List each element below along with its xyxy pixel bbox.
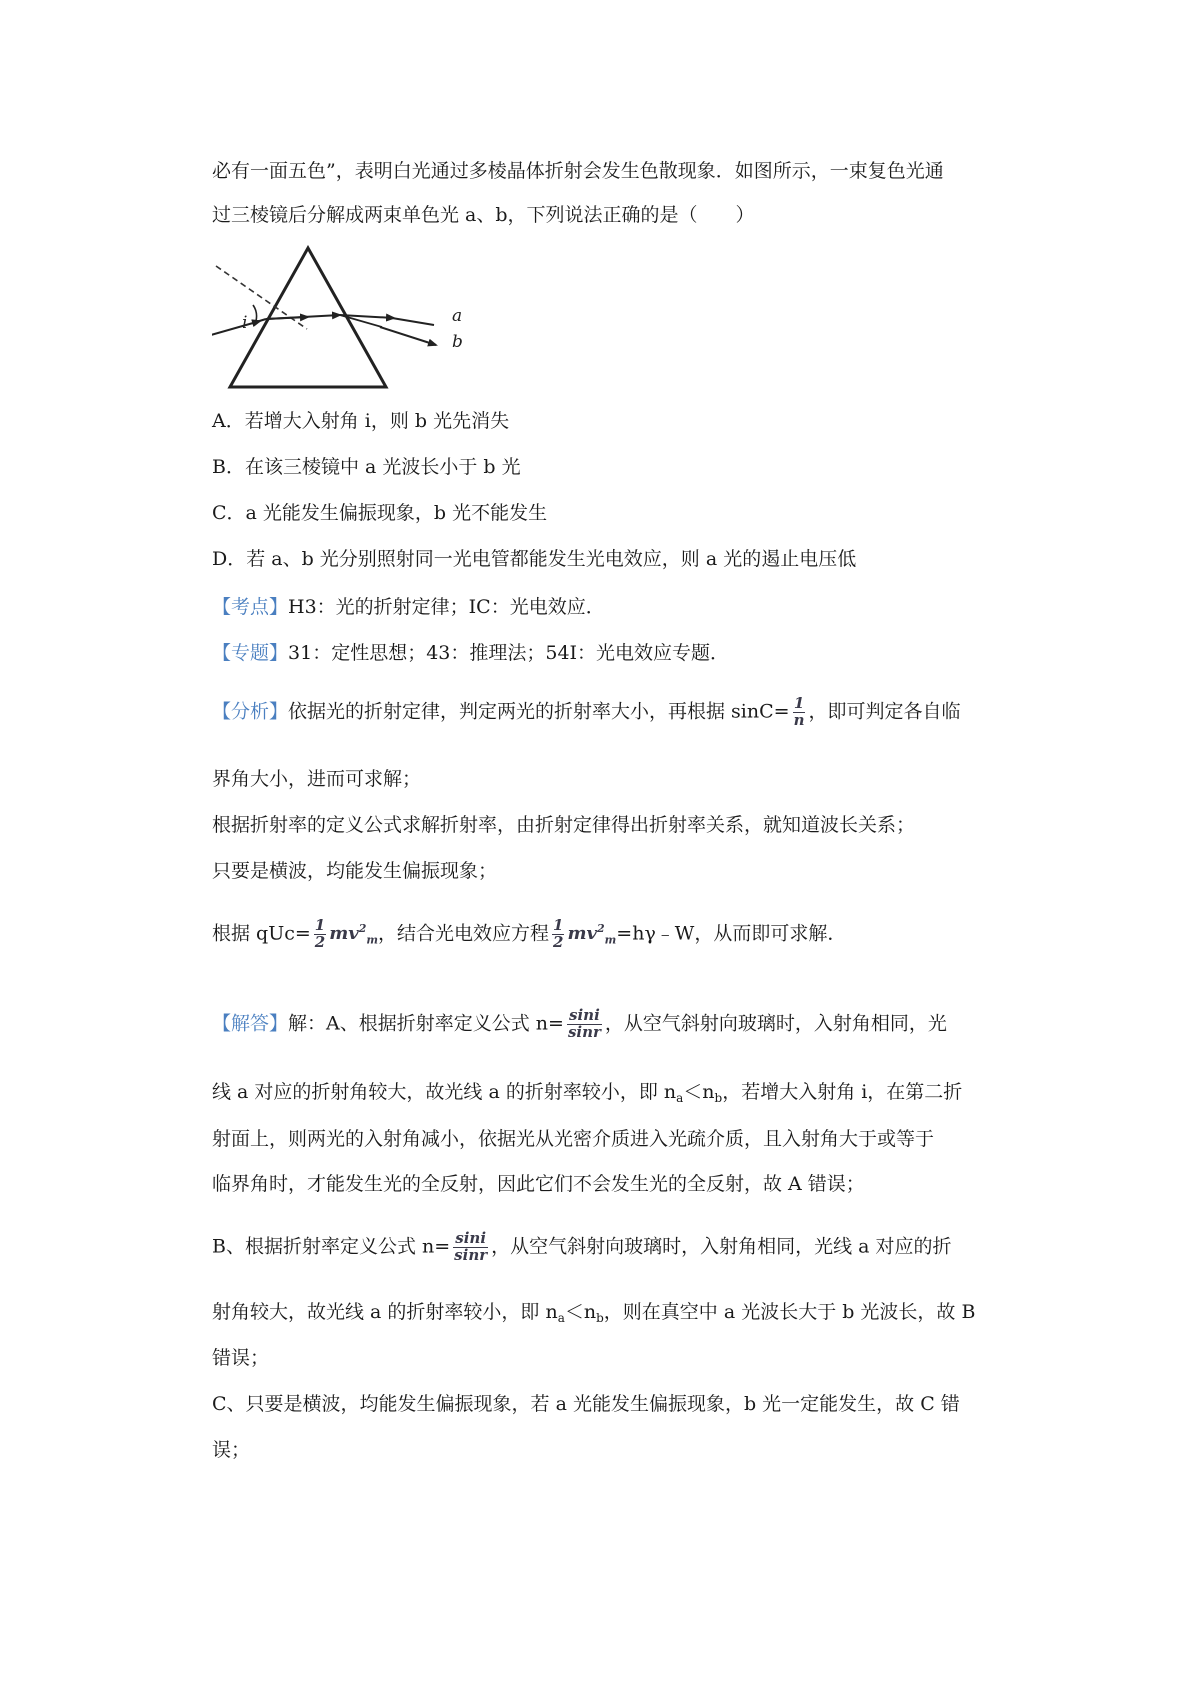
fraction-sini-sinr-1 <box>567 1008 602 1041</box>
jieda-a1-pre: 解：A、根据折射率定义公式 n= <box>288 1012 564 1035</box>
jieda-b1-post: ，从空气斜射向玻璃时，入射角相同，光线 a 对应的折 <box>491 1235 952 1258</box>
jieda-line-9: 误； <box>212 1439 251 1461</box>
option-d: D．若 a、b 光分别照射同一光电管都能发生光电效应，则 a 光的遏止电压低 <box>212 548 857 570</box>
jieda-a2-post: ，若增大入射角 i，在第二折 <box>722 1081 963 1103</box>
zhuanti-line <box>212 644 729 663</box>
fenxi-line-1 <box>212 696 961 729</box>
label-b: b <box>452 332 463 352</box>
jieda-line-8: C、只要是横波，均能发生偏振现象，若 a 光能发生偏振现象，b 光一定能发生，故 C 错 <box>212 1393 960 1415</box>
angle-arc <box>253 305 257 321</box>
lt-sign: ＜n <box>683 1081 715 1103</box>
half-num: 1 <box>553 916 564 934</box>
frac-num: 1 <box>793 694 805 712</box>
fenxi-post: ，即可判定各自临 <box>808 700 961 723</box>
sin-den: sinr <box>454 1245 488 1264</box>
sin-num: sini <box>567 1008 602 1025</box>
jieda-b2-post: ，则在真空中 a 光波长大于 b 光波长，故 B <box>603 1301 976 1323</box>
jieda-line-3: 射面上，则两光的入射角减小，依据光从光密介质进入光疏介质，且入射角大于或等于 <box>212 1128 935 1150</box>
mv-sub: m <box>604 933 617 947</box>
fenxi-line-2: 界角大小，进而可求解； <box>212 768 422 790</box>
jieda-b1-pre: B、根据折射率定义公式 n= <box>212 1235 451 1258</box>
sub-b: b <box>596 1311 604 1325</box>
kaodian-text: H3：光的折射定律；IC：光电效应． <box>288 596 605 618</box>
question-line-2: 过三棱镜后分解成两束单色光 a、b，下列说法正确的是（ ） <box>212 204 755 226</box>
option-a: A．若增大入射角 i，则 b 光先消失 <box>212 410 510 432</box>
jieda-line-5 <box>212 1231 952 1264</box>
kaodian-line <box>212 598 605 617</box>
fraction-half-2 <box>552 918 564 951</box>
sin-num: sini <box>453 1231 488 1248</box>
question-line-1: 必有一面五色”，表明白光通过多棱晶体折射会发生色散现象．如图所示，一束复色光通 <box>212 160 944 182</box>
jieda-a1-post: ，从空气斜射向玻璃时，入射角相同，光 <box>604 1012 947 1035</box>
sub-a: a <box>676 1091 684 1105</box>
jieda-line-7: 错误； <box>212 1347 270 1369</box>
mv-sup: 2 <box>597 922 605 936</box>
jieda-line-1 <box>212 1008 947 1041</box>
frac-den: n <box>793 710 805 729</box>
fenxi-5c: =hγ﹣W，从而即可求解． <box>616 922 847 945</box>
fenxi-line-5 <box>212 918 846 951</box>
incident-ray-tail <box>256 319 266 322</box>
kaodian-tag: 【考点】 <box>212 596 289 618</box>
lt-sign: ＜n <box>564 1301 597 1323</box>
jieda-line-4: 临界角时，才能发生光的全反射，因此它们不会发生光的全反射，故 A 错误； <box>212 1173 865 1195</box>
fenxi-5b: ，结合光电效应方程 <box>378 922 550 945</box>
mv-main: mv <box>329 923 359 945</box>
jieda-line-2 <box>212 1083 962 1104</box>
option-c: C．a 光能发生偏振现象，b 光不能发生 <box>212 502 548 524</box>
jieda-line-6 <box>212 1303 975 1324</box>
mv-main: mv <box>567 923 597 945</box>
zhuanti-tag: 【专题】 <box>212 642 289 664</box>
ray-b <box>380 327 436 345</box>
fraction-1-over-n <box>793 696 806 729</box>
half-num: 1 <box>314 916 326 934</box>
sub-a: a <box>557 1311 565 1325</box>
sin-den: sinr <box>567 1022 601 1041</box>
jieda-b2-pre: 射角较大，故光线 a 的折射率较小，即 n <box>212 1301 558 1323</box>
mv-sup: 2 <box>358 922 367 936</box>
mv-sub: m <box>366 933 379 947</box>
fraction-half-1 <box>314 918 326 951</box>
label-i: i <box>242 313 248 333</box>
sub-b: b <box>714 1091 723 1105</box>
prism-diagram <box>212 245 502 395</box>
zhuanti-text: 31：定性思想；43：推理法；54I：光电效应专题． <box>288 642 730 664</box>
option-b: B．在该三棱镜中 a 光波长小于 b 光 <box>212 456 521 478</box>
half-den: 2 <box>314 932 326 951</box>
mv-term-2 <box>567 922 617 947</box>
fenxi-line-3: 根据折射率的定义公式求解折射率，由折射定律得出折射率关系，就知道波长关系； <box>212 814 916 836</box>
jieda-tag: 【解答】 <box>212 1012 289 1035</box>
incident-ray <box>212 321 260 337</box>
jieda-a2-pre: 线 a 对应的折射角较大，故光线 a 的折射率较小，即 n <box>212 1081 677 1103</box>
fraction-sini-sinr-2 <box>453 1231 488 1264</box>
fenxi-tag: 【分析】 <box>212 700 289 723</box>
fenxi-5a: 根据 qUc= <box>212 922 311 945</box>
mv-term-1 <box>329 922 379 947</box>
fenxi-line-4: 只要是横波，均能发生偏振现象； <box>212 860 498 882</box>
fenxi-pre: 依据光的折射定律，判定两光的折射率大小，再根据 sinC= <box>288 700 790 723</box>
half-den: 2 <box>553 932 564 951</box>
ray-a <box>392 318 434 325</box>
label-a: a <box>452 306 463 326</box>
refracted-ray-inside-2 <box>266 317 308 319</box>
